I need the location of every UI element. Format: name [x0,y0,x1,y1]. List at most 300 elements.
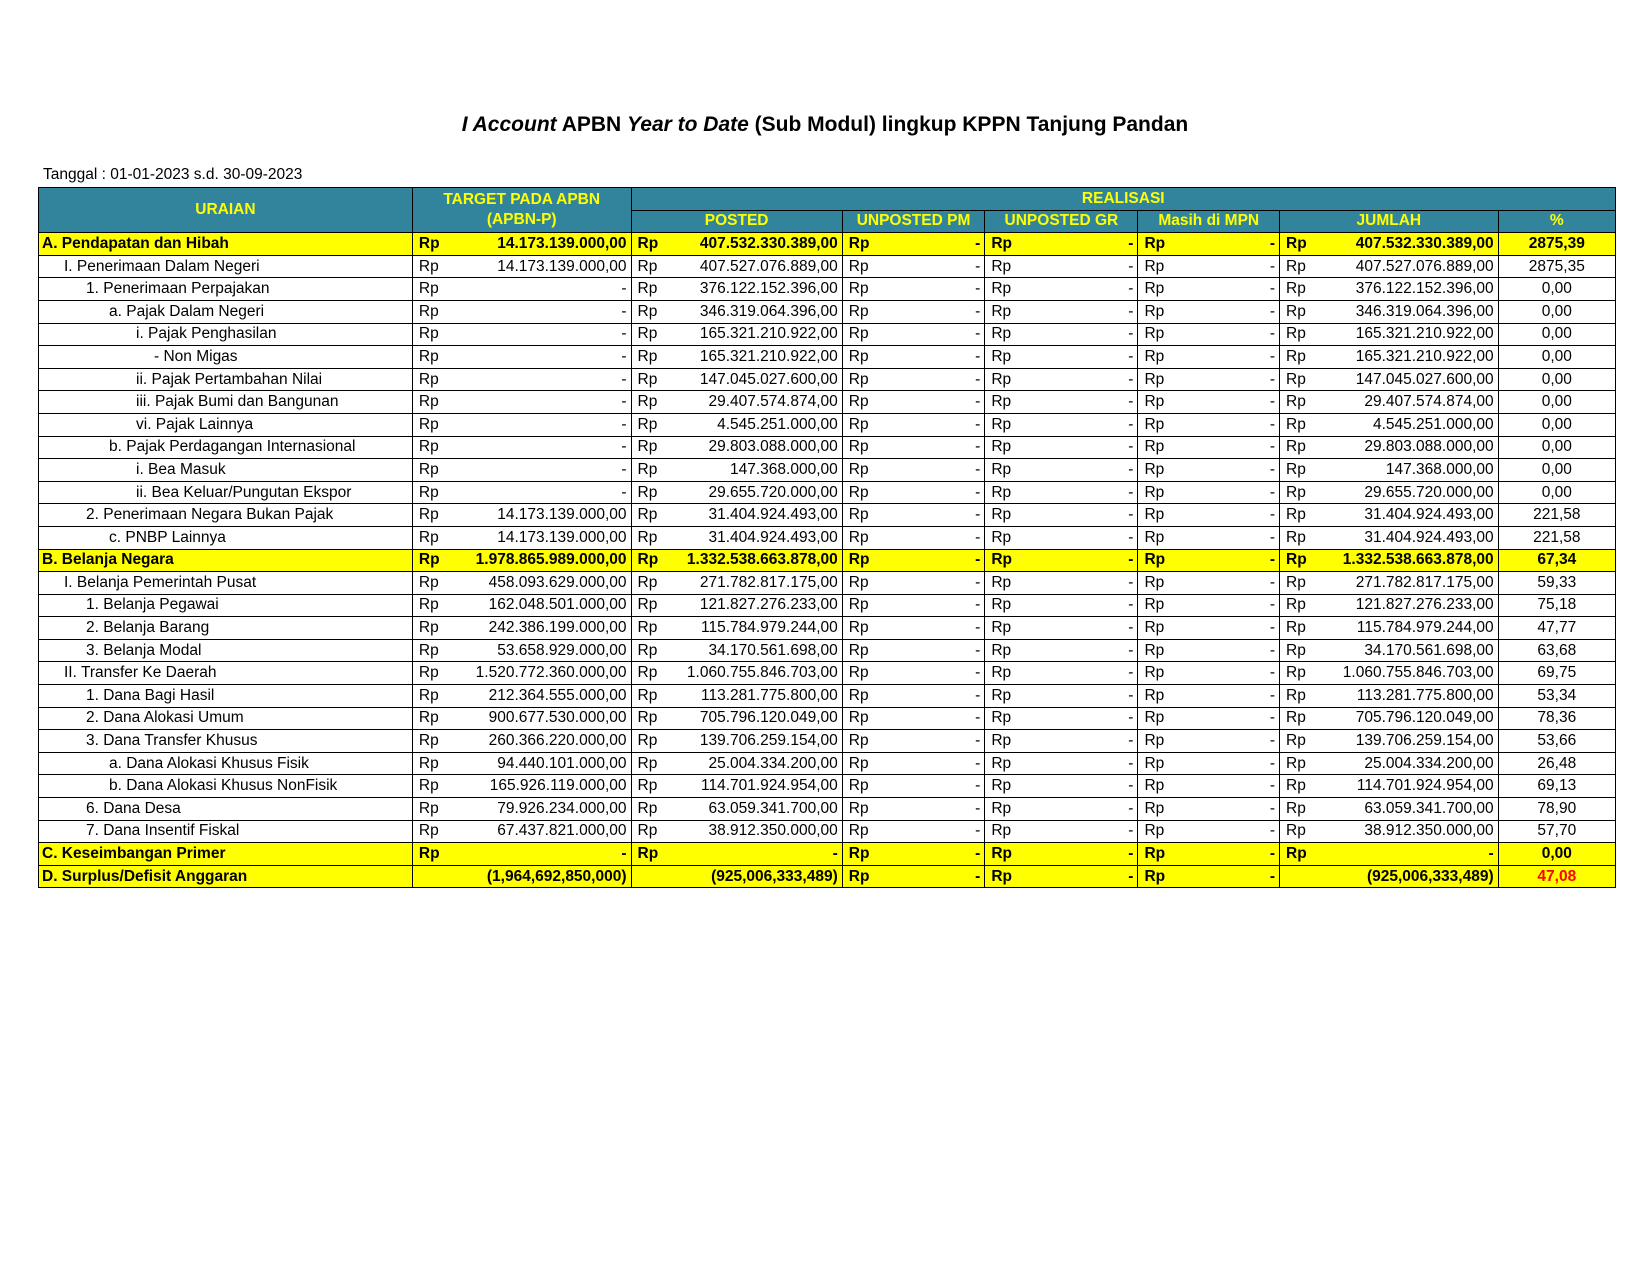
row-label: vi. Pajak Lainnya [39,413,413,436]
amount-value: 1.060.755.846.703,00 [686,664,838,682]
amount-value: - [975,573,981,591]
cell-posted [631,481,842,504]
date-range: Tanggal : 01-01-2023 s.d. 30-09-2023 [43,166,303,183]
amount-value: 900.677.530.000,00 [488,709,627,727]
amount-value: 1.060.755.846.703,00 [1342,664,1494,682]
currency-label: Rp [848,257,869,275]
cell-percent: 0,00 [1498,391,1615,414]
currency-label: Rp [1286,732,1306,750]
header-posted: POSTED [631,210,842,233]
row-label: C. Keseimbangan Primer [39,843,413,866]
cell-target [412,346,631,369]
currency-label: Rp [991,596,1012,614]
cell-posted [631,639,842,662]
cell-posted [631,233,842,256]
currency-label: Rp [1286,641,1306,659]
cell-mpn [1138,413,1280,436]
currency-label: Rp [637,393,658,411]
cell-pm [842,752,985,775]
amount-value: - [1128,845,1134,863]
amount-value: - [1269,709,1275,727]
header-uraian: URAIAN [39,188,413,233]
row-label: 3. Dana Transfer Khusus [39,730,413,753]
currency-label: Rp [991,415,1012,433]
amount-value: - [1269,822,1275,840]
cell-jumlah [1280,413,1499,436]
currency-label: Rp [991,551,1012,569]
amount-value: - [1128,483,1134,501]
amount-value: (1,964,692,850,000) [486,867,627,885]
cell-gr [985,662,1138,685]
currency-label: Rp [1286,619,1306,637]
currency-label: Rp [848,709,869,727]
currency-label: Rp [1286,483,1306,501]
currency-label: Rp [637,822,658,840]
amount-value: 29.803.088.000,00 [708,438,838,456]
row-label: a. Pajak Dalam Negeri [39,300,413,323]
cell-percent: 0,00 [1498,346,1615,369]
currency-label: Rp [991,302,1012,320]
currency-label: Rp [1144,415,1165,433]
amount-value: 115.784.979.244,00 [1356,619,1494,637]
cell-target [412,685,631,708]
header-jumlah: JUMLAH [1280,210,1499,233]
cell-mpn [1138,526,1280,549]
row-label: ii. Bea Keluar/Pungutan Ekspor [39,481,413,504]
currency-label: Rp [418,393,439,411]
cell-posted [631,368,842,391]
cell-posted [631,504,842,527]
currency-label: Rp [991,325,1012,343]
currency-label: Rp [848,596,869,614]
amount-value: 271.782.817.175,00 [699,573,838,591]
currency-label: Rp [848,619,869,637]
currency-label: Rp [637,528,658,546]
cell-jumlah [1280,730,1499,753]
amount-value: 1.332.538.663.878,00 [1342,551,1494,569]
cell-target [412,707,631,730]
cell-percent: 2875,35 [1498,255,1615,278]
amount-value: - [1128,280,1134,298]
cell-jumlah [1280,572,1499,595]
currency-label: Rp [848,867,870,885]
table-row [39,436,1616,459]
cell-pm [842,865,985,888]
cell-gr [985,323,1138,346]
cell-target [412,617,631,640]
amount-value: - [975,596,981,614]
cell-target [412,391,631,414]
cell-gr [985,368,1138,391]
currency-label: Rp [418,370,439,388]
currency-label: Rp [991,664,1012,682]
amount-value: 705.796.120.049,00 [699,709,838,727]
cell-pm [842,481,985,504]
cell-mpn [1138,617,1280,640]
amount-value: - [621,280,627,298]
table-row [39,843,1616,866]
amount-value: - [1269,393,1275,411]
cell-gr [985,346,1138,369]
cell-jumlah [1280,662,1499,685]
amount-value: - [975,799,981,817]
currency-label: Rp [848,799,869,817]
amount-value: - [975,641,981,659]
amount-value: - [975,732,981,750]
amount-value: 407.532.330.389,00 [699,234,838,252]
amount-value: - [975,754,981,772]
currency-label: Rp [418,234,440,252]
cell-pm [842,436,985,459]
currency-label: Rp [848,664,869,682]
row-label: I. Penerimaan Dalam Negeri [39,255,413,278]
currency-label: Rp [991,619,1012,637]
amount-value: 346.319.064.396,00 [1355,302,1494,320]
cell-jumlah [1280,617,1499,640]
cell-posted [631,549,842,572]
currency-label: Rp [848,393,869,411]
amount-value: 31.404.924.493,00 [708,528,838,546]
currency-label: Rp [991,573,1012,591]
currency-label: Rp [1286,280,1306,298]
cell-mpn [1138,481,1280,504]
cell-target [412,843,631,866]
amount-value: 376.122.152.396,00 [699,280,838,298]
currency-label: Rp [848,573,869,591]
currency-label: Rp [637,506,658,524]
currency-label: Rp [637,754,658,772]
report-title [0,113,1650,137]
cell-mpn [1138,752,1280,775]
amount-value: - [975,664,981,682]
amount-value: - [621,438,627,456]
table-row [39,775,1616,798]
amount-value: - [621,370,627,388]
cell-mpn [1138,572,1280,595]
amount-value: - [975,280,981,298]
table-row [39,346,1616,369]
currency-label: Rp [1144,754,1165,772]
currency-label: Rp [1144,867,1166,885]
amount-value: 34.170.561.698,00 [1364,641,1494,659]
currency-label: Rp [991,234,1012,252]
cell-gr [985,391,1138,414]
currency-label: Rp [991,528,1012,546]
amount-value: 376.122.152.396,00 [1355,280,1494,298]
table-row [39,413,1616,436]
cell-percent: 0,00 [1498,278,1615,301]
amount-value: - [1269,573,1275,591]
amount-value: - [1128,686,1134,704]
amount-value: - [1269,347,1275,365]
cell-jumlah [1280,594,1499,617]
cell-percent: 0,00 [1498,481,1615,504]
amount-value: - [975,302,981,320]
currency-label: Rp [991,257,1012,275]
cell-mpn [1138,346,1280,369]
cell-jumlah [1280,820,1499,843]
cell-target [412,278,631,301]
cell-gr [985,685,1138,708]
cell-mpn [1138,323,1280,346]
cell-gr [985,278,1138,301]
currency-label: Rp [637,370,658,388]
cell-posted [631,685,842,708]
cell-gr [985,775,1138,798]
cell-pm [842,300,985,323]
currency-label: Rp [1144,573,1165,591]
amount-value: 121.827.276.233,00 [699,596,838,614]
amount-value: - [1269,619,1275,637]
currency-label: Rp [637,460,658,478]
amount-value: 94.440.101.000,00 [497,754,627,772]
amount-value: - [1128,596,1134,614]
cell-mpn [1138,368,1280,391]
currency-label: Rp [1286,438,1306,456]
currency-label: Rp [418,754,439,772]
currency-label: Rp [991,460,1012,478]
cell-pm [842,572,985,595]
currency-label: Rp [418,483,439,501]
row-label: 2. Belanja Barang [39,617,413,640]
currency-label: Rp [637,777,658,795]
cell-pm [842,413,985,436]
amount-value: - [975,438,981,456]
amount-value: 165.321.210.922,00 [1355,347,1494,365]
cell-target [412,549,631,572]
amount-value: 407.527.076.889,00 [699,257,838,275]
amount-value: - [975,551,981,569]
currency-label: Rp [637,641,658,659]
cell-jumlah [1280,639,1499,662]
amount-value: - [1269,799,1275,817]
currency-label: Rp [991,438,1012,456]
currency-label: Rp [418,551,440,569]
cell-jumlah [1280,775,1499,798]
currency-label: Rp [1286,709,1306,727]
cell-gr [985,594,1138,617]
amount-value: - [975,619,981,637]
table-row [39,752,1616,775]
amount-value: - [1269,257,1275,275]
amount-value: - [1269,234,1275,252]
table-row [39,526,1616,549]
currency-label: Rp [418,686,439,704]
cell-target [412,730,631,753]
currency-label: Rp [991,732,1012,750]
cell-percent: 69,75 [1498,662,1615,685]
currency-label: Rp [418,777,439,795]
cell-pm [842,730,985,753]
cell-posted [631,278,842,301]
currency-label: Rp [418,460,439,478]
amount-value: 25.004.334.200,00 [708,754,838,772]
cell-mpn [1138,459,1280,482]
amount-value: - [1488,845,1494,863]
amount-value: 67.437.821.000,00 [497,822,627,840]
cell-posted [631,843,842,866]
amount-value: - [1128,370,1134,388]
currency-label: Rp [637,234,659,252]
header-realisasi: REALISASI [631,188,1615,211]
cell-percent: 53,66 [1498,730,1615,753]
header-target [412,188,631,233]
currency-label: Rp [418,732,439,750]
amount-value: 63.059.341.700,00 [1364,799,1494,817]
amount-value: - [1128,573,1134,591]
currency-label: Rp [1286,370,1306,388]
amount-value: - [1128,234,1134,252]
amount-value: - [1269,460,1275,478]
cell-jumlah [1280,481,1499,504]
currency-label: Rp [1286,799,1306,817]
cell-posted [631,391,842,414]
cell-posted [631,707,842,730]
currency-label: Rp [637,415,658,433]
table-row [39,820,1616,843]
amount-value: - [1269,754,1275,772]
cell-gr [985,481,1138,504]
cell-gr [985,617,1138,640]
cell-percent: 63,68 [1498,639,1615,662]
amount-value: - [1128,777,1134,795]
cell-jumlah [1280,798,1499,821]
currency-label: Rp [418,596,439,614]
amount-value: - [1128,641,1134,659]
currency-label: Rp [848,280,869,298]
cell-jumlah [1280,368,1499,391]
currency-label: Rp [1286,664,1306,682]
currency-label: Rp [637,438,658,456]
currency-label: Rp [848,528,869,546]
amount-value: - [1128,619,1134,637]
amount-value: - [1128,347,1134,365]
amount-value: (925,006,333,489) [1366,867,1494,885]
cell-target [412,798,631,821]
currency-label: Rp [1144,302,1165,320]
header-target-line1: TARGET PADA APBN [443,191,601,209]
amount-value: 29.803.088.000,00 [1364,438,1494,456]
currency-label: Rp [1144,596,1165,614]
amount-value: - [975,686,981,704]
amount-value: 242.386.199.000,00 [488,619,627,637]
currency-label: Rp [848,777,869,795]
cell-pm [842,549,985,572]
cell-target [412,639,631,662]
cell-mpn [1138,278,1280,301]
currency-label: Rp [848,302,869,320]
cell-percent: 0,00 [1498,323,1615,346]
cell-pm [842,798,985,821]
amount-value: - [1269,845,1275,863]
currency-label: Rp [637,551,659,569]
amount-value: 1.332.538.663.878,00 [686,551,838,569]
cell-mpn [1138,504,1280,527]
header-target-line2: (APBN-P) [486,211,557,229]
table-row [39,549,1616,572]
amount-value: - [975,325,981,343]
currency-label: Rp [637,483,658,501]
amount-value: - [1269,370,1275,388]
currency-label: Rp [637,573,658,591]
cell-posted [631,572,842,595]
cell-percent: 47,77 [1498,617,1615,640]
row-label: - Non Migas [39,346,413,369]
table-row [39,368,1616,391]
currency-label: Rp [1286,845,1307,863]
currency-label: Rp [991,370,1012,388]
row-label: 6. Dana Desa [39,798,413,821]
amount-value: 31.404.924.493,00 [1364,506,1494,524]
cell-target [412,526,631,549]
cell-gr [985,639,1138,662]
currency-label: Rp [1286,415,1306,433]
amount-value: 1.520.772.360.000,00 [475,664,627,682]
amount-value: 147.368.000,00 [1385,460,1494,478]
currency-label: Rp [418,845,440,863]
currency-label: Rp [1286,302,1306,320]
amount-value: 29.655.720.000,00 [708,483,838,501]
amount-value: - [1269,506,1275,524]
currency-label: Rp [848,551,870,569]
cell-gr [985,820,1138,843]
currency-label: Rp [1144,641,1165,659]
amount-value: - [1269,596,1275,614]
currency-label: Rp [1144,686,1165,704]
currency-label: Rp [1144,483,1165,501]
cell-percent: 47,08 [1498,865,1615,888]
amount-value: 34.170.561.698,00 [708,641,838,659]
row-label: D. Surplus/Defisit Anggaran [39,865,413,888]
amount-value: 165.321.210.922,00 [699,347,838,365]
currency-label: Rp [418,347,439,365]
cell-pm [842,368,985,391]
cell-target [412,255,631,278]
currency-label: Rp [1286,347,1306,365]
cell-mpn [1138,300,1280,323]
cell-pm [842,346,985,369]
amount-value: 31.404.924.493,00 [1364,528,1494,546]
cell-mpn [1138,594,1280,617]
table-row [39,798,1616,821]
cell-jumlah [1280,752,1499,775]
cell-percent: 78,36 [1498,707,1615,730]
amount-value: - [975,257,981,275]
title-part-4: (Sub Modul) lingkup KPPN Tanjung Pandan [748,113,1189,136]
amount-value: 121.827.276.233,00 [1355,596,1494,614]
row-label: A. Pendapatan dan Hibah [39,233,413,256]
cell-target [412,662,631,685]
cell-posted [631,323,842,346]
currency-label: Rp [991,799,1012,817]
cell-posted [631,346,842,369]
cell-percent: 0,00 [1498,413,1615,436]
cell-target [412,752,631,775]
currency-label: Rp [1286,573,1306,591]
cell-target [412,775,631,798]
currency-label: Rp [1144,460,1165,478]
cell-pm [842,707,985,730]
cell-gr [985,413,1138,436]
cell-target [412,300,631,323]
cell-posted [631,255,842,278]
cell-posted [631,413,842,436]
amount-value: 1.978.865.989.000,00 [475,551,627,569]
amount-value: 165.926.119.000,00 [489,777,627,795]
cell-gr [985,549,1138,572]
cell-percent: 69,13 [1498,775,1615,798]
cell-gr [985,730,1138,753]
